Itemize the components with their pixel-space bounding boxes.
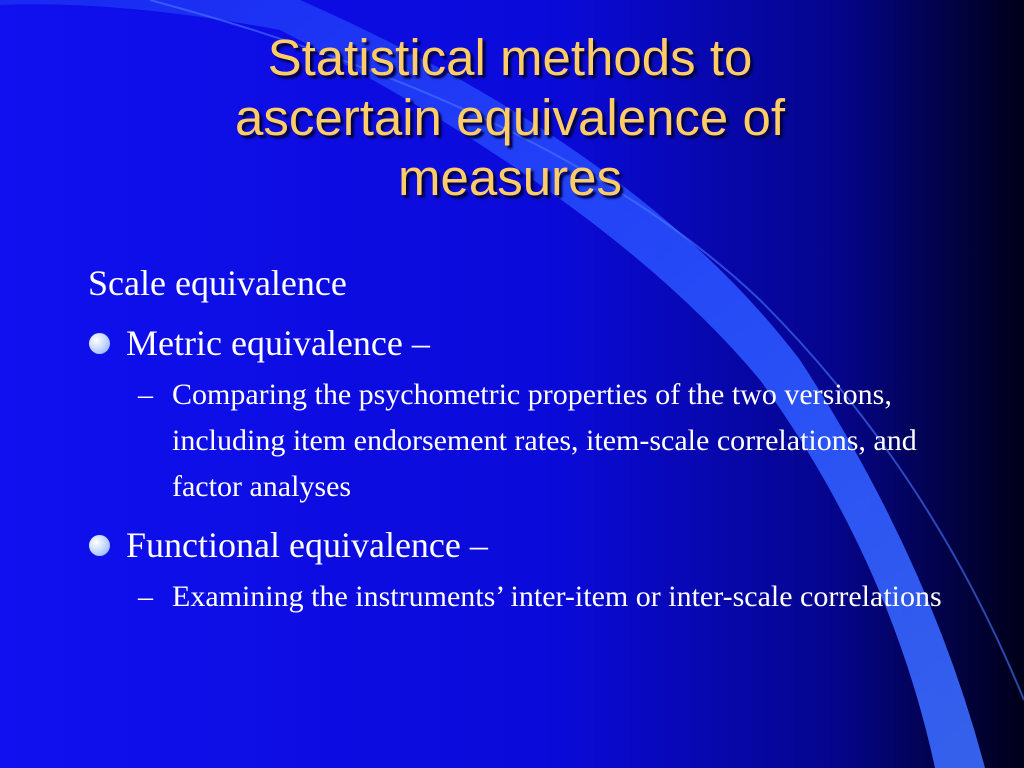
dash-marker: – (138, 378, 153, 411)
sub-bullet-metric (88, 372, 948, 510)
round-bullet-icon (89, 535, 110, 556)
bullet-functional-equivalence (88, 522, 948, 568)
section-heading: Scale equivalence (88, 263, 347, 303)
sub-bullet-text: Comparing the psychometric properties of the two versions, including item endorsement rates, item-scale correlations, and factor analyses (172, 378, 917, 503)
dash-marker: – (138, 580, 153, 613)
slide-title (100, 28, 920, 208)
round-bullet-icon (89, 333, 110, 354)
title-line-1: Statistical methods to (267, 29, 753, 86)
sub-bullet-text: Examining the instruments’ inter-item or inter-scale correlations (172, 580, 942, 613)
title-line-2: ascertain equivalence of (234, 89, 786, 146)
bullet-text: Metric equivalence – (126, 323, 430, 363)
slide-body (88, 260, 948, 632)
title-line-3: measures (398, 149, 622, 206)
bullet-metric-equivalence (88, 320, 948, 366)
sub-bullet-functional (88, 574, 948, 620)
bullet-text: Functional equivalence – (126, 525, 488, 565)
